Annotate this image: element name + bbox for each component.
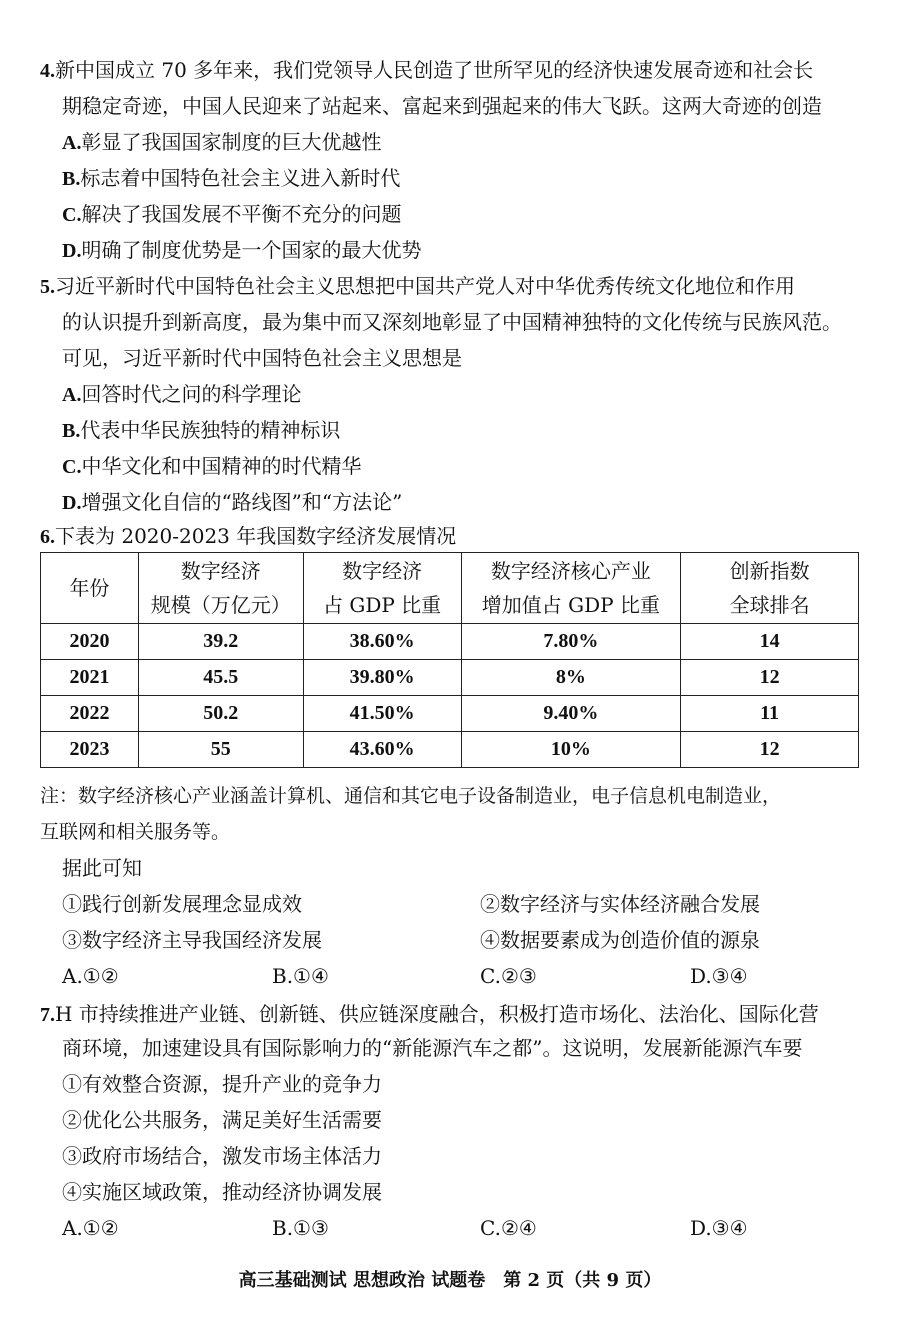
- q6-statement-2: ②数字经济与实体经济融合发展: [480, 892, 760, 916]
- table-row: 2021 45.5 39.80% 8% 12: [41, 660, 859, 696]
- q7-statement-1: ①有效整合资源，提升产业的竞争力: [62, 1072, 382, 1096]
- page-footer: 高三基础测试 思想政治 试题卷 第 2 页（共 9 页）: [238, 1270, 662, 1291]
- q6-statement-3: ③数字经济主导我国经济发展: [62, 928, 322, 952]
- q6-statement-4: ④数据要素成为创造价值的源泉: [480, 928, 760, 952]
- q7-stem-line-2: 商环境，加速建设具有国际影响力的“新能源汽车之都”。这说明，发展新能源汽车要: [62, 1036, 803, 1060]
- q5-stem-line-2: 的认识提升到新高度，最为集中而又深刻地彰显了中国精神独特的文化传统与民族风范。: [62, 310, 842, 334]
- q7-choice-d: D.③④: [690, 1216, 748, 1240]
- table-row: 2023 55 43.60% 10% 12: [41, 732, 859, 768]
- q4-option-c: C.解决了我国发展不平衡不充分的问题: [62, 202, 402, 226]
- q6-choice-a: A.①②: [62, 964, 119, 988]
- table-row: 2022 50.2 41.50% 9.40% 11: [41, 696, 859, 732]
- q6-number: 6.: [40, 526, 55, 548]
- q4-option-a: A.彰显了我国国家制度的巨大优越性: [62, 130, 382, 154]
- header-scale: 数字经济 规模（万亿元）: [138, 553, 303, 624]
- q4-option-d: D.明确了制度优势是一个国家的最大优势: [62, 238, 422, 262]
- q7-statement-2: ②优化公共服务，满足美好生活需要: [62, 1108, 382, 1132]
- q7-statement-3: ③政府市场结合，激发市场主体活力: [62, 1144, 382, 1168]
- q6-statement-1: ①践行创新发展理念显成效: [62, 892, 302, 916]
- table-row: 2020 39.2 38.60% 7.80% 14: [41, 624, 859, 660]
- q7-number: 7.: [40, 1004, 55, 1026]
- q6-choice-b: B.①④: [272, 964, 329, 988]
- q7-choice-a: A.①②: [62, 1216, 119, 1240]
- table-header-row: [41, 553, 859, 624]
- header-core-industry: 数字经济核心产业 增加值占 GDP 比重: [461, 553, 681, 624]
- header-innovation-rank: 创新指数 全球排名: [681, 553, 859, 624]
- q4-stem-line-1: 4.新中国成立 70 多年来，我们党领导人民创造了世所罕见的经济快速发展奇迹和社会长: [40, 58, 814, 82]
- table-note-line-1: 注：数字经济核心产业涵盖计算机、通信和其它电子设备制造业，电子信息机电制造业，: [40, 785, 782, 807]
- q6-choice-c: C.②③: [480, 964, 537, 988]
- q7-choice-c: C.②④: [480, 1216, 537, 1240]
- table-note-line-2: 互联网和相关服务等。: [40, 821, 231, 843]
- q5-option-c: C.中华文化和中国精神的时代精华: [62, 454, 362, 478]
- q4-stem-line-2: 期稳定奇迹，中国人民迎来了站起来、富起来到强起来的伟大飞跃。这两大奇迹的创造: [62, 94, 822, 118]
- q4-number: 4.: [40, 60, 55, 82]
- q5-option-b: B.代表中华民族独特的精神标识: [62, 418, 341, 442]
- q5-stem-line-1: 5.习近平新时代中国特色社会主义思想把中国共产党人对中华优秀传统文化地位和作用: [40, 274, 795, 298]
- q5-option-a: A.回答时代之问的科学理论: [62, 382, 302, 406]
- q6-choice-d: D.③④: [690, 964, 748, 988]
- header-gdp-share: 数字经济 占 GDP 比重: [303, 553, 461, 624]
- q7-statement-4: ④实施区域政策，推动经济协调发展: [62, 1180, 382, 1204]
- q6-stem: 6.下表为 2020-2023 年我国数字经济发展情况: [40, 524, 457, 548]
- q7-choice-b: B.①③: [272, 1216, 329, 1240]
- q4-option-b: B.标志着中国特色社会主义进入新时代: [62, 166, 401, 190]
- q6-lead: 据此可知: [62, 856, 142, 880]
- q5-option-d: D.增强文化自信的“路线图”和“方法论”: [62, 490, 403, 514]
- q5-stem-line-3: 可见，习近平新时代中国特色社会主义思想是: [62, 346, 462, 370]
- digital-economy-table: [40, 552, 859, 768]
- q7-stem-line-1: 7.H 市持续推进产业链、创新链、供应链深度融合，积极打造市场化、法治化、国际化营: [40, 1002, 819, 1026]
- q5-number: 5.: [40, 276, 55, 298]
- header-year: 年份: [41, 553, 139, 624]
